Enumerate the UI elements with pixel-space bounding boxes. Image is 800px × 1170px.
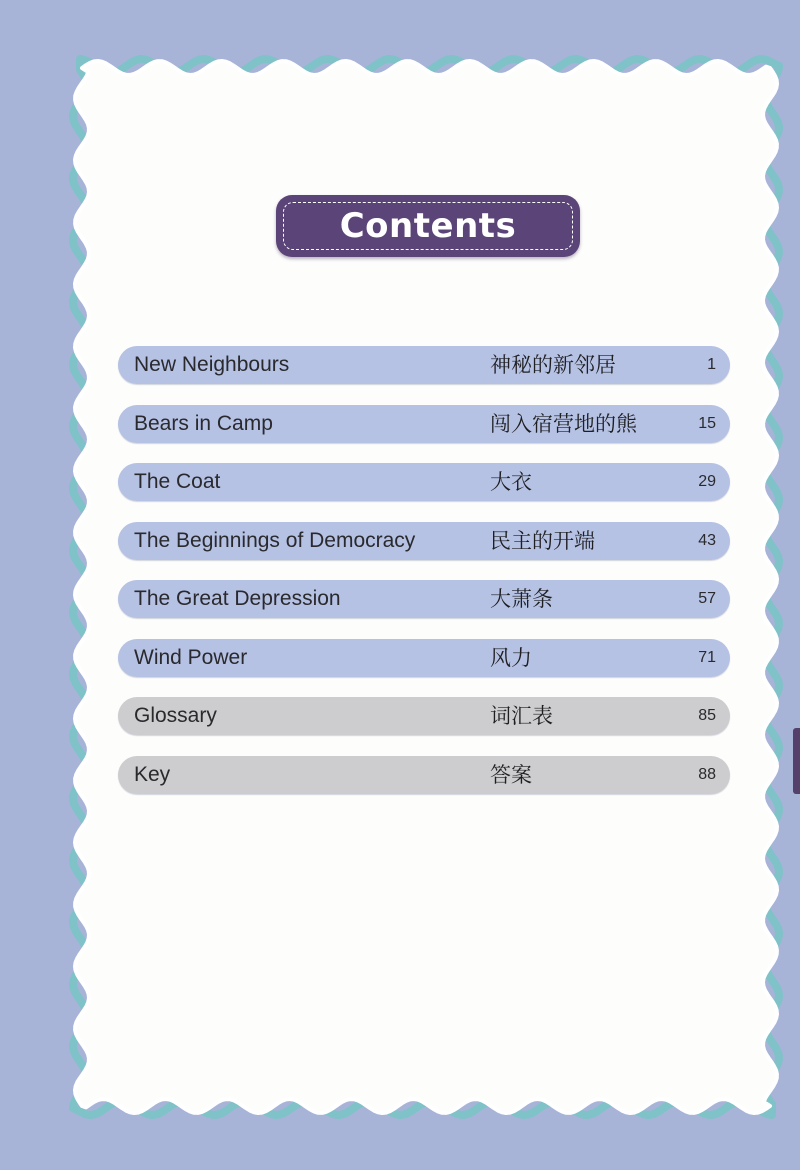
toc-row-great-depression[interactable] — [118, 580, 730, 618]
toc-chinese-title: 闯入宿营地的熊 — [490, 411, 637, 436]
toc-english-title: Key — [134, 762, 171, 786]
contents-title: Contents — [283, 202, 573, 250]
toc-chinese-title: 大萧条 — [490, 587, 553, 611]
contents-title-badge — [276, 195, 580, 257]
toc-row-new-neighbours[interactable] — [118, 346, 730, 384]
toc-chinese-title: 民主的开端 — [490, 528, 595, 553]
toc-row-wind-power[interactable] — [118, 639, 730, 677]
toc-english-title: New Neighbours — [134, 353, 290, 376]
toc-page-number: 57 — [698, 590, 716, 607]
toc-english-title: The Coat — [134, 470, 221, 493]
toc-chinese-title: 答案 — [490, 762, 532, 787]
toc-english-title: Glossary — [134, 704, 217, 727]
toc-english-title: Bears in Camp — [134, 411, 273, 435]
toc-page-number: 85 — [698, 707, 716, 724]
toc-english-title: The Beginnings of Democracy — [134, 528, 416, 552]
toc-row-beginnings-of-democracy[interactable] — [118, 522, 730, 560]
toc-chinese-title: 词汇表 — [490, 704, 553, 728]
toc-page-number: 71 — [698, 648, 716, 666]
toc-page-number: 43 — [698, 531, 716, 549]
toc-chinese-title: 神秘的新邻居 — [490, 353, 616, 377]
toc-page-number: 15 — [698, 414, 716, 432]
toc-row-key[interactable] — [118, 756, 730, 794]
toc-chinese-title: 大衣 — [490, 470, 532, 494]
toc-row-glossary[interactable] — [118, 697, 730, 735]
toc-row-the-coat[interactable] — [118, 463, 730, 501]
toc-english-title: Wind Power — [134, 645, 248, 669]
toc-page-number: 88 — [698, 765, 716, 783]
toc-english-title: The Great Depression — [134, 587, 341, 610]
toc-row-bears-in-camp[interactable] — [118, 405, 730, 443]
toc-page-number: 1 — [707, 356, 716, 373]
toc-page-number: 29 — [698, 473, 716, 490]
toc-chinese-title: 风力 — [490, 645, 532, 670]
page-edge-tab — [793, 728, 800, 794]
